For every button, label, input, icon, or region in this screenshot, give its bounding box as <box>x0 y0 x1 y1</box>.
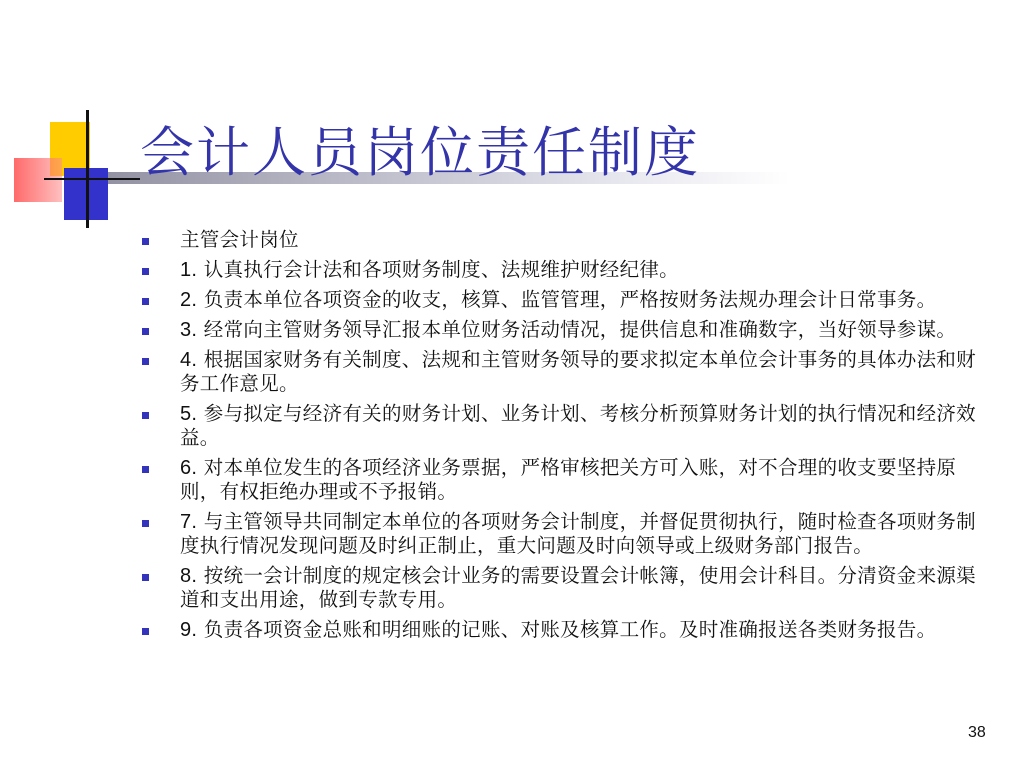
list-item <box>142 510 992 558</box>
list-item-text: 主管会计岗位 <box>180 228 299 251</box>
square-bullet-icon <box>142 412 149 419</box>
item-number: 6. <box>180 457 198 479</box>
square-bullet-icon <box>142 268 149 275</box>
bullet-list <box>142 228 992 648</box>
list-item <box>142 402 992 450</box>
list-item-text: 4. 根据国家财务有关制度、法规和主管财务领导的要求拟定本单位会计事务的具体办法和财务工作意见。 <box>180 348 976 395</box>
item-number: 5. <box>180 403 198 425</box>
list-item <box>142 456 992 504</box>
slide-title: 会计人员岗位责任制度 <box>140 121 700 184</box>
square-bullet-icon <box>142 520 149 527</box>
item-number: 9. <box>180 619 198 641</box>
square-bullet-icon <box>142 238 149 245</box>
list-item <box>142 288 992 312</box>
list-item-text: 2. 负责本单位各项资金的收支，核算、监管管理，严格按财务法规办理会计日常事务。 <box>180 288 937 311</box>
list-item-text: 5. 参与拟定与经济有关的财务计划、业务计划、考核分析预算财务计划的执行情况和经济效益。 <box>180 402 976 449</box>
square-bullet-icon <box>142 358 149 365</box>
square-bullet-icon <box>142 628 149 635</box>
list-item-text: 9. 负责各项资金总账和明细账的记账、对账及核算工作。及时准确报送各类财务报告。 <box>180 618 937 641</box>
square-bullet-icon <box>142 574 149 581</box>
list-item <box>142 618 992 642</box>
logo-vertical-line <box>86 110 89 228</box>
list-item-text: 3. 经常向主管财务领导汇报本单位财务活动情况，提供信息和准确数字，当好领导参谋。 <box>180 318 957 341</box>
list-item <box>142 564 992 612</box>
logo-horizontal-line <box>44 178 140 180</box>
logo-red-square <box>14 158 62 202</box>
square-bullet-icon <box>142 328 149 335</box>
list-item-text: 7. 与主管领导共同制定本单位的各项财务会计制度，并督促贯彻执行，随时检查各项财务制度执行情况发现问题及时纠正制止，重大问题及时向领导或上级财务部门报告。 <box>180 510 976 557</box>
item-number: 7. <box>180 511 198 533</box>
item-number: 4. <box>180 349 198 371</box>
list-item <box>142 258 992 282</box>
square-bullet-icon <box>142 298 149 305</box>
list-item-text: 6. 对本单位发生的各项经济业务票据，严格审核把关方可入账，对不合理的收支要坚持原则，有权拒绝办理或不予报销。 <box>180 456 957 503</box>
decorative-logo <box>0 100 140 230</box>
list-item <box>142 228 992 252</box>
page-number: 38 <box>968 724 986 741</box>
item-number: 1. <box>180 259 198 281</box>
list-item <box>142 318 992 342</box>
item-number: 2. <box>180 289 198 311</box>
item-number: 3. <box>180 319 198 341</box>
list-item <box>142 348 992 396</box>
list-item-text: 8. 按统一会计制度的规定核会计业务的需要设置会计帐簿，使用会计科目。分清资金来源渠道和支出用途，做到专款专用。 <box>180 564 976 611</box>
item-number: 8. <box>180 565 198 587</box>
square-bullet-icon <box>142 466 149 473</box>
list-item-text: 1. 认真执行会计法和各项财务制度、法规维护财经纪律。 <box>180 258 679 281</box>
